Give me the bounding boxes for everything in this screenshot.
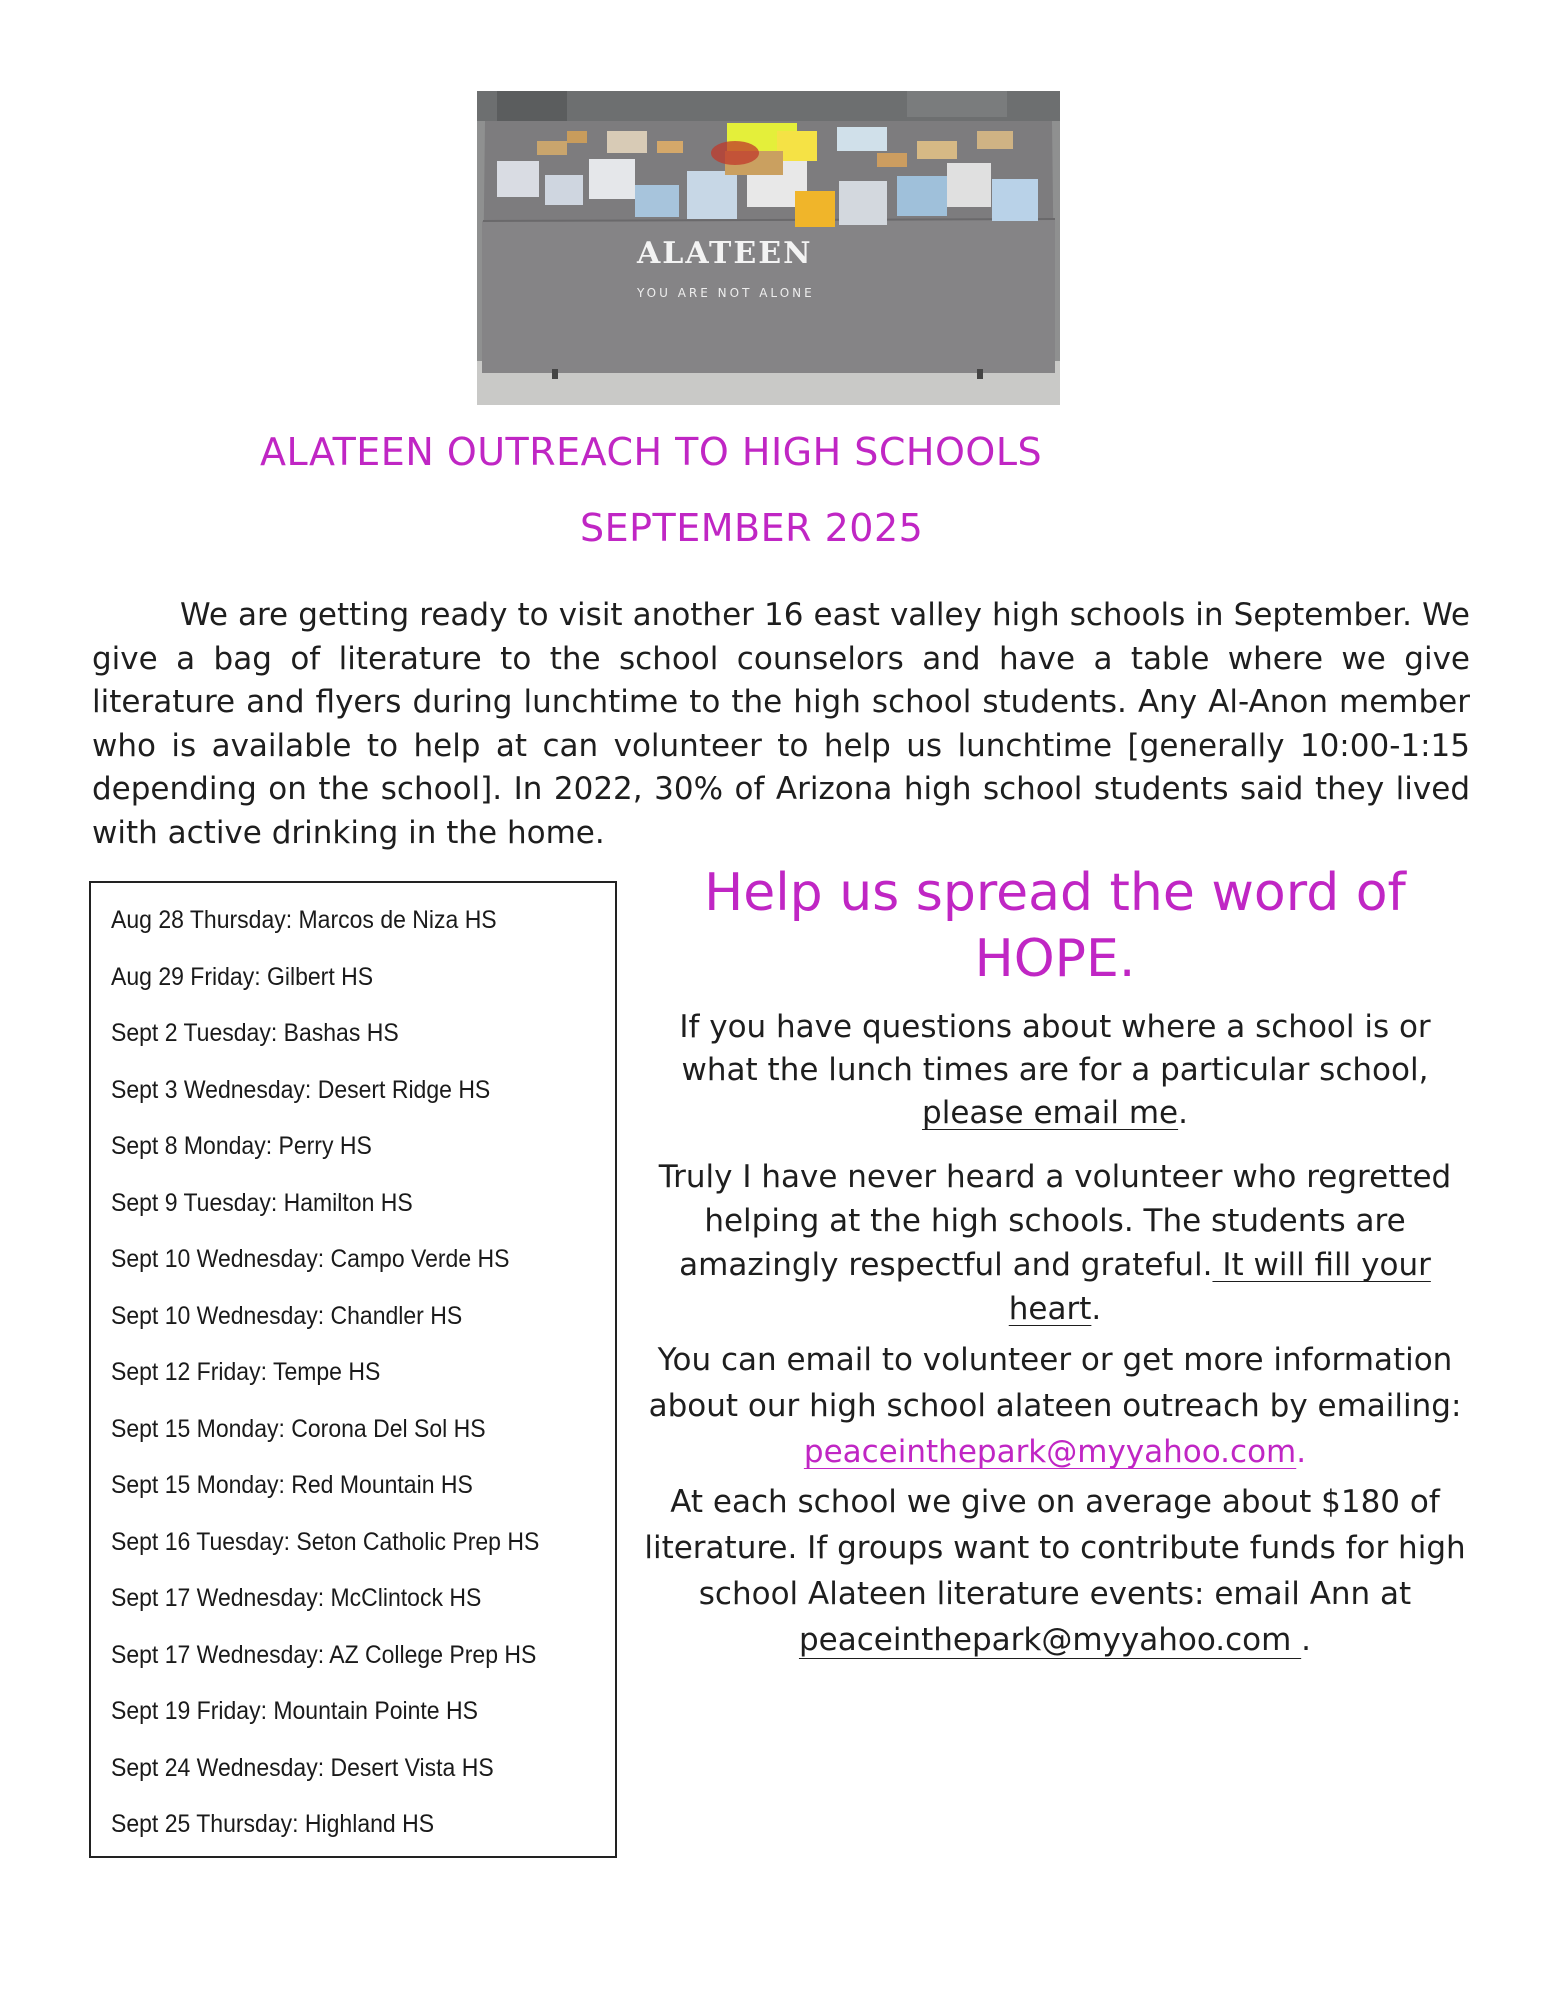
volunteer-email-link[interactable]: peaceinthepark@myyahoo.com [803,1434,1297,1470]
schedule-item: Sept 17 Wednesday: McClintock HS [111,1584,482,1612]
schedule-item: Sept 16 Tuesday: Seton Catholic Prep HS [111,1527,540,1556]
please-email-me-link[interactable]: please email me [922,1095,1179,1131]
schedule-item: Sept 24 Wednesday: Desert Vista HS [111,1753,494,1782]
questions-end: . [1178,1095,1188,1131]
questions-text: If you have questions about where a school is or what the lunch times are for a particular school, [679,1009,1431,1088]
schedule-item: Sept 19 Friday: Mountain Pointe HS [111,1697,478,1725]
schedule-item: Sept 15 Monday: Corona Del Sol HS [111,1414,486,1443]
alateen-table-photo [477,91,1060,405]
schedule-list [111,897,615,1858]
intro-paragraph: We are getting ready to visit another 16 east valley high schools in September. We give a bag of literature to the school counselors and have a table where we give literature and flyers during lunchtime to the high school students. Any Al-Anon member who is available to help at can volunteer to help us lunchtime [generally 10:00-1:15 depending on the school]. In 2022, 30% of Arizona high school students said they lived with active drinking in the home. [92,597,1470,851]
schedule-item: Sept 3 Wednesday: Desert Ridge HS [111,1075,491,1104]
funds-end: . [1301,1622,1312,1658]
schedule-item: Sept 8 Monday: Perry HS [111,1132,372,1160]
volunteer-paragraph [640,1337,1470,1475]
tablecloth-subtitle: YOU ARE NOT ALONE [637,286,815,300]
hope-heading [640,860,1470,992]
testimonial-paragraph [640,1155,1470,1331]
questions-paragraph [640,1006,1470,1135]
page-title: ALATEEN OUTREACH TO HIGH SCHOOLS [260,430,1043,474]
schedule-item: Sept 10 Wednesday: Chandler HS [111,1301,463,1330]
schedule-box [89,881,617,1858]
fill-your-heart-link[interactable]: It will fill your heart [1008,1247,1431,1327]
schedule-item: Aug 28 Thursday: Marcos de Niza HS [111,906,497,934]
volunteer-email-end: . [1296,1434,1307,1470]
funds-email-link[interactable]: peaceinthepark@myyahoo.com [798,1622,1302,1658]
testimonial-end: . [1091,1291,1102,1327]
schedule-item: Sept 10 Wednesday: Campo Verde HS [111,1245,510,1273]
hope-heading-line1: Help us spread the word of [704,863,1406,923]
schedule-item: Sept 25 Thursday: Highland HS [111,1810,435,1838]
schedule-item: Sept 2 Tuesday: Bashas HS [111,1019,399,1047]
tablecloth-title: ALATEEN [637,236,813,271]
funds-paragraph [640,1479,1470,1663]
funds-text: At each school we give on average about $180 of literature. If groups want to contribute funds for high school Alateen literature events: email Ann at [644,1484,1466,1612]
schedule-item: Sept 9 Tuesday: Hamilton HS [111,1188,413,1217]
hope-heading-line2: HOPE. [974,929,1136,989]
testimonial-text: Truly I have never heard a volunteer who regretted helping at the high schools. The students are amazingly respectful and grateful. [658,1159,1452,1283]
schedule-item: Sept 15 Monday: Red Mountain HS [111,1471,473,1499]
schedule-item: Sept 12 Friday: Tempe HS [111,1358,381,1386]
schedule-item: Sept 17 Wednesday: AZ College Prep HS [111,1640,537,1669]
volunteer-text: You can email to volunteer or get more information about our high school alateen outreach by emailing: [648,1342,1462,1424]
right-column [640,860,1470,1663]
schedule-item: Aug 29 Friday: Gilbert HS [111,962,374,991]
page-subtitle: SEPTEMBER 2025 [580,506,924,550]
